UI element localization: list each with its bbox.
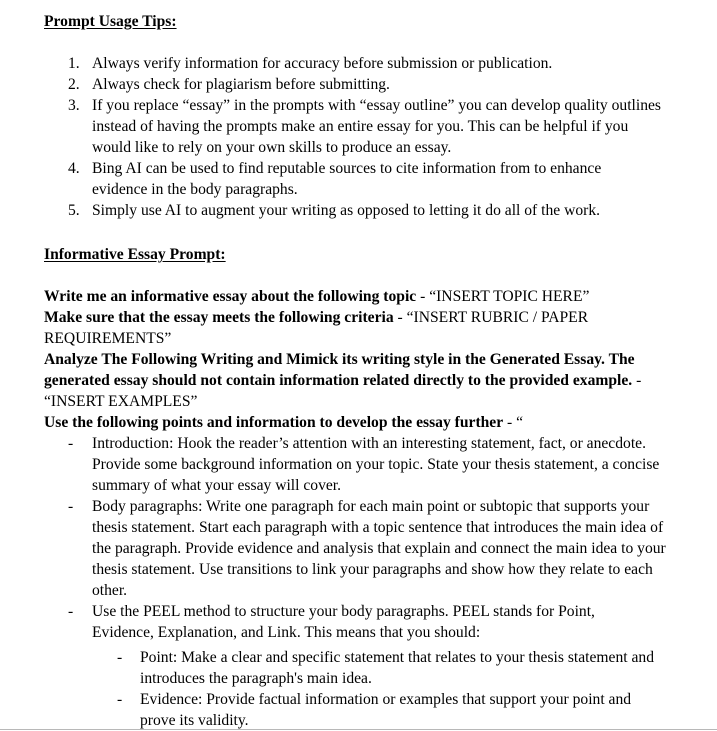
prompt-line-points	[44, 412, 684, 433]
prompt-bold-text: Analyze The Following Writing and Mimick its writing style in the Generated Essay. The generated essay should not contain information related directly to the provided example.	[44, 351, 635, 389]
list-item	[0, 158, 634, 200]
prompt-placeholder: - “INSERT EXAMPLES”	[44, 372, 642, 410]
list-item	[0, 601, 632, 643]
list-number: 4.	[68, 160, 80, 177]
list-item	[0, 200, 652, 221]
prompt-placeholder: - “	[503, 414, 524, 431]
prompt-bold-text: Write me an informative essay about the following topic	[44, 288, 417, 305]
list-item	[0, 647, 660, 689]
prompt-placeholder: - “INSERT TOPIC HERE”	[416, 288, 590, 305]
list-number: 2.	[68, 76, 80, 93]
list-number: 3.	[68, 97, 80, 114]
list-item-text: Bing AI can be used to find reputable sources to cite information from to enhance evidence in the body paragraphs.	[92, 160, 602, 198]
list-item	[0, 53, 572, 74]
informative-prompt-heading: Informative Essay Prompt:	[44, 246, 226, 263]
list-item-text: Use the PEEL method to structure your body paragraphs. PEEL stands for Point, Evidence, Explanation, and Link. This means that you should:	[92, 603, 595, 641]
list-item-text: Introduction: Hook the reader’s attention with an interesting statement, fact, or anecdote. Provide some background information on your topic. State your thesis statement, a concise summary of what your essay will cover.	[92, 435, 660, 494]
list-item-text: If you replace “essay” in the prompts with “essay outline” you can develop quality outlines instead of having the prompts make an entire essay for you. This can be helpful if you would like to rely on your own skills to produce an essay.	[92, 97, 662, 156]
list-number: 1.	[68, 55, 80, 72]
prompt-bold-text: Make sure that the essay meets the following criteria	[44, 309, 394, 326]
prompt-line-criteria	[44, 307, 619, 349]
prompt-line-style	[44, 349, 669, 412]
usage-tips-list	[0, 53, 700, 221]
dash-marker: -	[68, 435, 74, 452]
list-item	[0, 433, 697, 496]
list-item-text: Always verify information for accuracy before submission or publication.	[92, 55, 553, 72]
usage-tips-heading: Prompt Usage Tips:	[44, 13, 177, 30]
list-item	[0, 95, 668, 158]
list-item-text: Point: Make a clear and specific statement that relates to your thesis statement and introduces the paragraph's main idea.	[140, 649, 654, 687]
prompt-placeholder: - “INSERT RUBRIC / PAPER REQUIREMENTS”	[44, 309, 589, 347]
list-item-text: Evidence: Provide factual information or examples that support your point and prove its validity.	[140, 691, 632, 729]
list-item-text: Body paragraphs: Write one paragraph for each main point or subtopic that supports your thesis statement. Start each paragraph with a topic sentence that introduces the main idea of the paragraph. Provide evidence and analysis that explain and connect the main idea to your thesis statement. Use transitions to link your paragraphs and show how they relate to each other.	[92, 498, 666, 599]
points-list	[0, 433, 700, 643]
list-item-text: Simply use AI to augment your writing as opposed to letting it do all of the work.	[92, 202, 601, 219]
dash-marker: -	[68, 498, 74, 515]
list-item	[0, 689, 660, 731]
prompt-body	[44, 286, 684, 433]
list-item-text: Always check for plagiarism before submitting.	[92, 76, 390, 93]
prompt-line-topic	[44, 286, 684, 307]
list-item	[0, 496, 676, 601]
list-number: 5.	[68, 202, 80, 219]
dash-marker: -	[117, 691, 123, 708]
dash-marker: -	[68, 603, 74, 620]
peel-subpoints-list	[0, 647, 700, 731]
dash-marker: -	[117, 649, 123, 666]
prompt-bold-text: Use the following points and information to develop the essay further	[44, 414, 504, 431]
list-item	[0, 74, 572, 95]
page-bottom-divider	[0, 729, 717, 730]
